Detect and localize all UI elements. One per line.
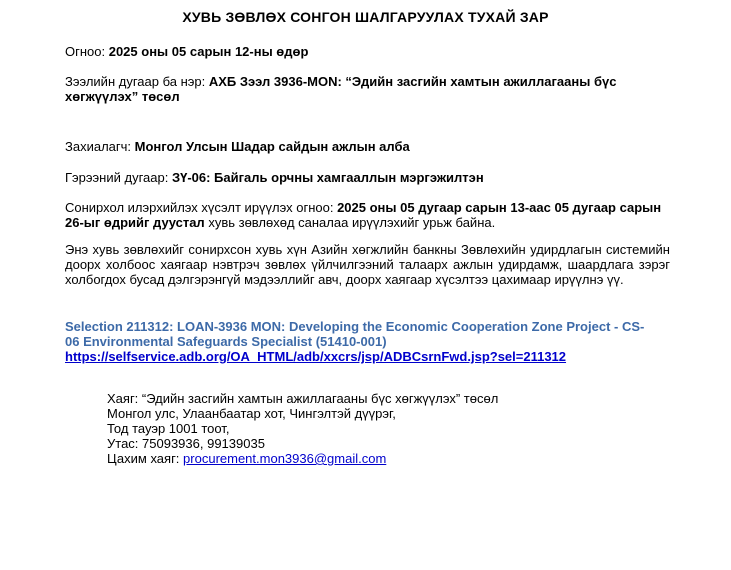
date-value: 2025 оны 05 сарын 12-ны өдөр [108,44,309,59]
client-line [65,139,670,154]
body-paragraph: Энэ хувь зөвлөхийг сонирхсон хувь хүн Азийн хөгжлийн банкны Зөвлөхийн удирдлагын системийн доорх холбоос хаягаар нэвтрэч зөвлөх үйлчилгээний талаарх ажлын удирдамж, шаардлага зэрэг холбогдох бусад дэлгэрэнгүй мэдээллийг авч, доорх хаягаар хүсэлтээ цахимаар ирүүлнэ үү. [65,242,670,287]
contract-value: ЗҮ-06: Байгаль орчны хамгааллын мэргэжилтэн [171,170,484,185]
address-line2: Монгол улс, Улаанбаатар хот, Чингэлтэй дүүрэг, [107,406,396,421]
loan-line [65,74,670,104]
loan-value: АХБ Зээл 3936-MON: “Эдийн засгийн хамтын ажиллагааны бүс хөгжүүлэх” төсөл [65,74,617,104]
address-line3: Тод тауэр 1001 тоот, [107,421,230,436]
page-title: ХУВЬ ЗӨВЛӨХ СОНГОН ШАЛГАРУУЛАХ ТУХАЙ ЗАР [182,9,549,25]
deadline-value: 2025 оны 05 дугаар сарын 13-аас 05 дугаар сарын 26-ыг өдрийг дуустал [65,200,662,230]
contract-line [65,170,670,185]
client-value: Монгол Улсын Шадар сайдын ажлын алба [134,139,410,154]
email-link[interactable]: procurement.mon3936@gmail.com [183,451,387,466]
address-line1: Хаяг: “Эдийн засгийн хамтын ажиллагааны бүс хөгжүүлэх” төсөл [107,391,499,406]
deadline-paragraph [65,200,670,230]
email-label: Цахим хаяг: [107,451,184,466]
deadline-suffix: хувь зөвлөхөд саналаа ирүүлэхийг урьж байна. [204,215,496,230]
date-line [65,44,670,59]
address-line4: Утас: 75093936, 99139035 [107,436,265,451]
address-block [107,391,667,466]
date-label: Огноо: [65,44,109,59]
client-label: Захиалагч: [65,139,135,154]
selection-url-link[interactable]: https://selfservice.adb.org/OA_HTML/adb/xxcrs/jsp/ADBCsrnFwd.jsp?sel=211312 [65,349,567,364]
loan-label: Зээлийн дугаар ба нэр: [65,74,209,89]
selection-title-line2: 06 Environmental Safeguards Specialist (51410-001) [65,334,387,349]
contract-label: Гэрээний дугаар: [65,170,172,185]
selection-block [65,319,670,364]
deadline-prefix: Сонирхол илэрхийлэх хүсэлт ирүүлэх огноо: [65,200,338,215]
selection-title-line1: Selection 211312: LOAN-3936 MON: Developing the Economic Cooperation Zone Project - CS- [65,319,645,334]
address-email-line [107,451,667,466]
